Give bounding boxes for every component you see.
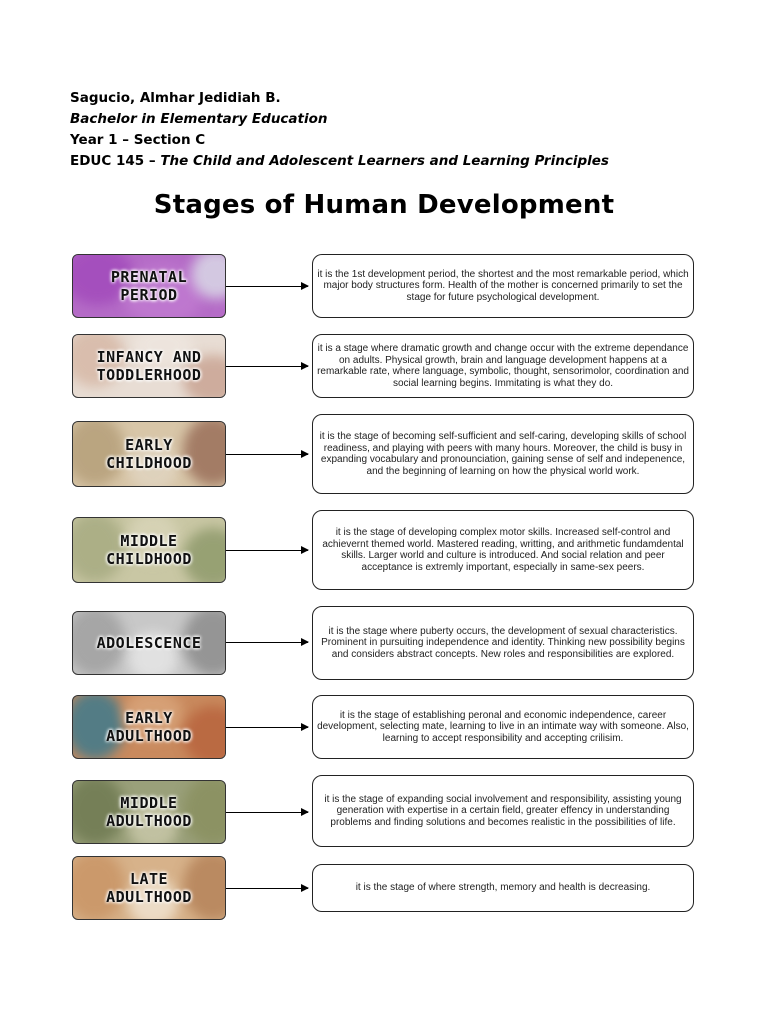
stage-description: it is the stage of becoming self-sufficient and self-caring, developing skills of school readiness, and playing with peers with many hours. Moreover, the child is busy in expanding vocabulary and pronounciation, gaining sense of self and indepenence, and the beginning of learning on how the physical world work. xyxy=(312,414,694,494)
stage-image-prenatal xyxy=(72,254,226,318)
stage-label: ADOLESCENCE xyxy=(96,634,202,652)
stage-description: it is the stage of developing complex motor skills. Increased self-control and achievernt themed world. Mastered reading, writting, and arithmetic fundamdental skills. Larger world and culture is introduced. And social relation and peer acceptance is extremly important, especially in same-sex peers. xyxy=(312,510,694,590)
stage-label: MIDDLE CHILDHOOD xyxy=(106,532,192,568)
stage-image-early-childhood xyxy=(72,421,226,487)
stage-label: EARLY CHILDHOOD xyxy=(106,436,192,472)
stage-description: it is the stage where puberty occurs, the development of sexual characteristics. Prominent in pursuiting independence and identity. Thinking new possibility begins and considers abstract concepts. New roles and responsibilities are explored. xyxy=(312,606,694,680)
stage-description: it is the stage of establishing peronal and economic independence, career development, selecting mate, learning to live in an intimate way with someone. Also, learning to accept responsibility and accepting crilisim. xyxy=(312,695,694,759)
stage-image-adolescence xyxy=(72,611,226,675)
stage-label: INFANCY AND TODDLERHOOD xyxy=(96,348,202,384)
stage-image-middle-childhood xyxy=(72,517,226,583)
course-line xyxy=(70,151,609,172)
stage-image-middle-adulthood xyxy=(72,780,226,844)
program-name: Bachelor in Elementary Education xyxy=(70,111,328,127)
stage-image-early-adulthood xyxy=(72,695,226,759)
arrow-connector xyxy=(226,366,308,367)
stage-description: it is the stage of expanding social involvement and responsibility, assisting young generation with expertise in a certain field, greater effency in understanding problems and finding solutions and becomes realistic in the possibilities of life. xyxy=(312,775,694,847)
page-title: Stages of Human Development xyxy=(153,190,615,220)
arrow-connector xyxy=(226,454,308,455)
stage-image-infancy xyxy=(72,334,226,398)
stage-description: it is a stage where dramatic growth and change occur with the extreme dependance on adults. Physical growth, brain and language development happens at a remarkable rate, where language, symbolic, thought, sensorimolor, coordination and social learning begins. Immitating is what they do. xyxy=(312,334,694,398)
stage-image-late-adulthood xyxy=(72,856,226,920)
stage-description: it is the 1st development period, the shortest and the most remarkable period, which major body structures form. Health of the mother is concerned primarily to set the stage for future psychological development. xyxy=(312,254,694,318)
arrow-connector xyxy=(226,888,308,889)
arrow-connector xyxy=(226,812,308,813)
stage-label: PRENATAL PERIOD xyxy=(110,268,188,304)
student-info xyxy=(70,88,609,172)
course-title: The Child and Adolescent Learners and Learning Principles xyxy=(160,153,609,169)
student-name: Sagucio, Almhar Jedidiah B. xyxy=(70,90,281,106)
year-section: Year 1 – Section C xyxy=(70,132,206,148)
stage-label: LATE ADULTHOOD xyxy=(106,870,192,906)
stage-label: MIDDLE ADULTHOOD xyxy=(106,794,192,830)
arrow-connector xyxy=(226,550,308,551)
arrow-connector xyxy=(226,727,308,728)
stage-description: it is the stage of where strength, memory and health is decreasing. xyxy=(312,864,694,912)
stage-label: EARLY ADULTHOOD xyxy=(106,709,192,745)
course-code: EDUC 145 – xyxy=(70,153,161,169)
arrow-connector xyxy=(226,642,308,643)
arrow-connector xyxy=(226,286,308,287)
